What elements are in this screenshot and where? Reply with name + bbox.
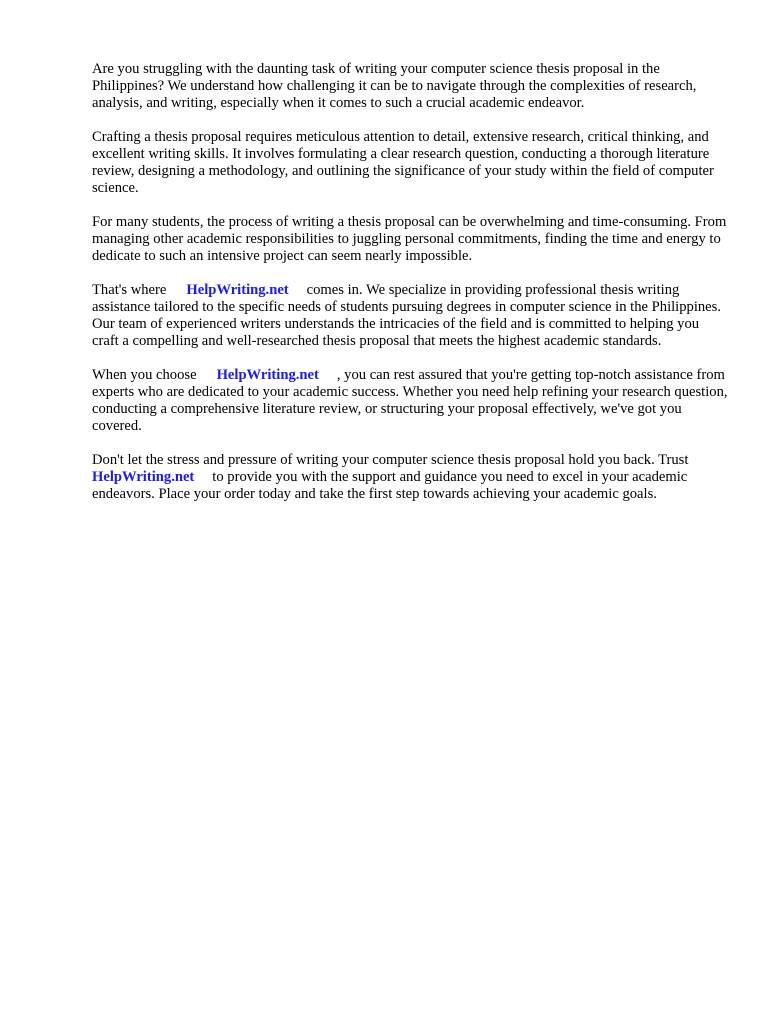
paragraph-intro: Are you struggling with the daunting task of writing your computer science thesis proposal in the Philippines? We understand how challenging it can be to navigate through the complexities of research, analysis, and writing, especially when it comes to such a crucial academic endeavor. [92,61,697,111]
paragraph-when-you-choose [92,367,728,435]
paragraph-dont-let-lead: Don't let the stress and pressure of writing your computer science thesis proposal hold you back. Trust [92,452,689,468]
paragraph-when-you-choose-lead: When you choose [92,367,197,383]
paragraph-thats-where [92,282,728,350]
paragraph-students: For many students, the process of writing a thesis proposal can be overwhelming and time-consuming. From managing other academic responsibilities to juggling personal commitments, finding the time and energy to dedicate to such an intensive project can seem nearly impossible. [92,214,727,264]
paragraph-thats-where-lead: That's where [92,282,167,298]
helpwriting-link[interactable]: HelpWriting.net [186,282,289,298]
paragraph-thats-where-tail: comes in. We specialize in providing professional thesis writing assistance tailored to the specific needs of students pursuing degrees in computer science in the Philippines. Our team of experienced writers understands the intricacies of the field and is committed to helping you craft a compelling and well-researched thesis proposal that meets the highest academic standards. [92,282,721,349]
paragraph-when-you-choose-tail: , you can rest assured that you're getting top-notch assistance from experts who are dedicated to your academic success. Whether you need help refining your research question, conducting a comprehensive literature review, or structuring your proposal effectively, we've got you covered. [92,367,728,434]
paragraph-crafting: Crafting a thesis proposal requires meticulous attention to detail, extensive research, critical thinking, and excellent writing skills. It involves formulating a clear research question, conducting a thorough literature review, designing a methodology, and outlining the significance of your study within the field of computer science. [92,129,714,196]
helpwriting-link[interactable]: HelpWriting.net [92,469,195,485]
paragraph-dont-let-tail: to provide you with the support and guidance you need to excel in your academic endeavors. Place your order today and take the first step towards achieving your academic goals. [92,469,688,502]
paragraph-dont-let [92,452,728,503]
helpwriting-link[interactable]: HelpWriting.net [216,367,319,383]
document-body [92,61,728,520]
